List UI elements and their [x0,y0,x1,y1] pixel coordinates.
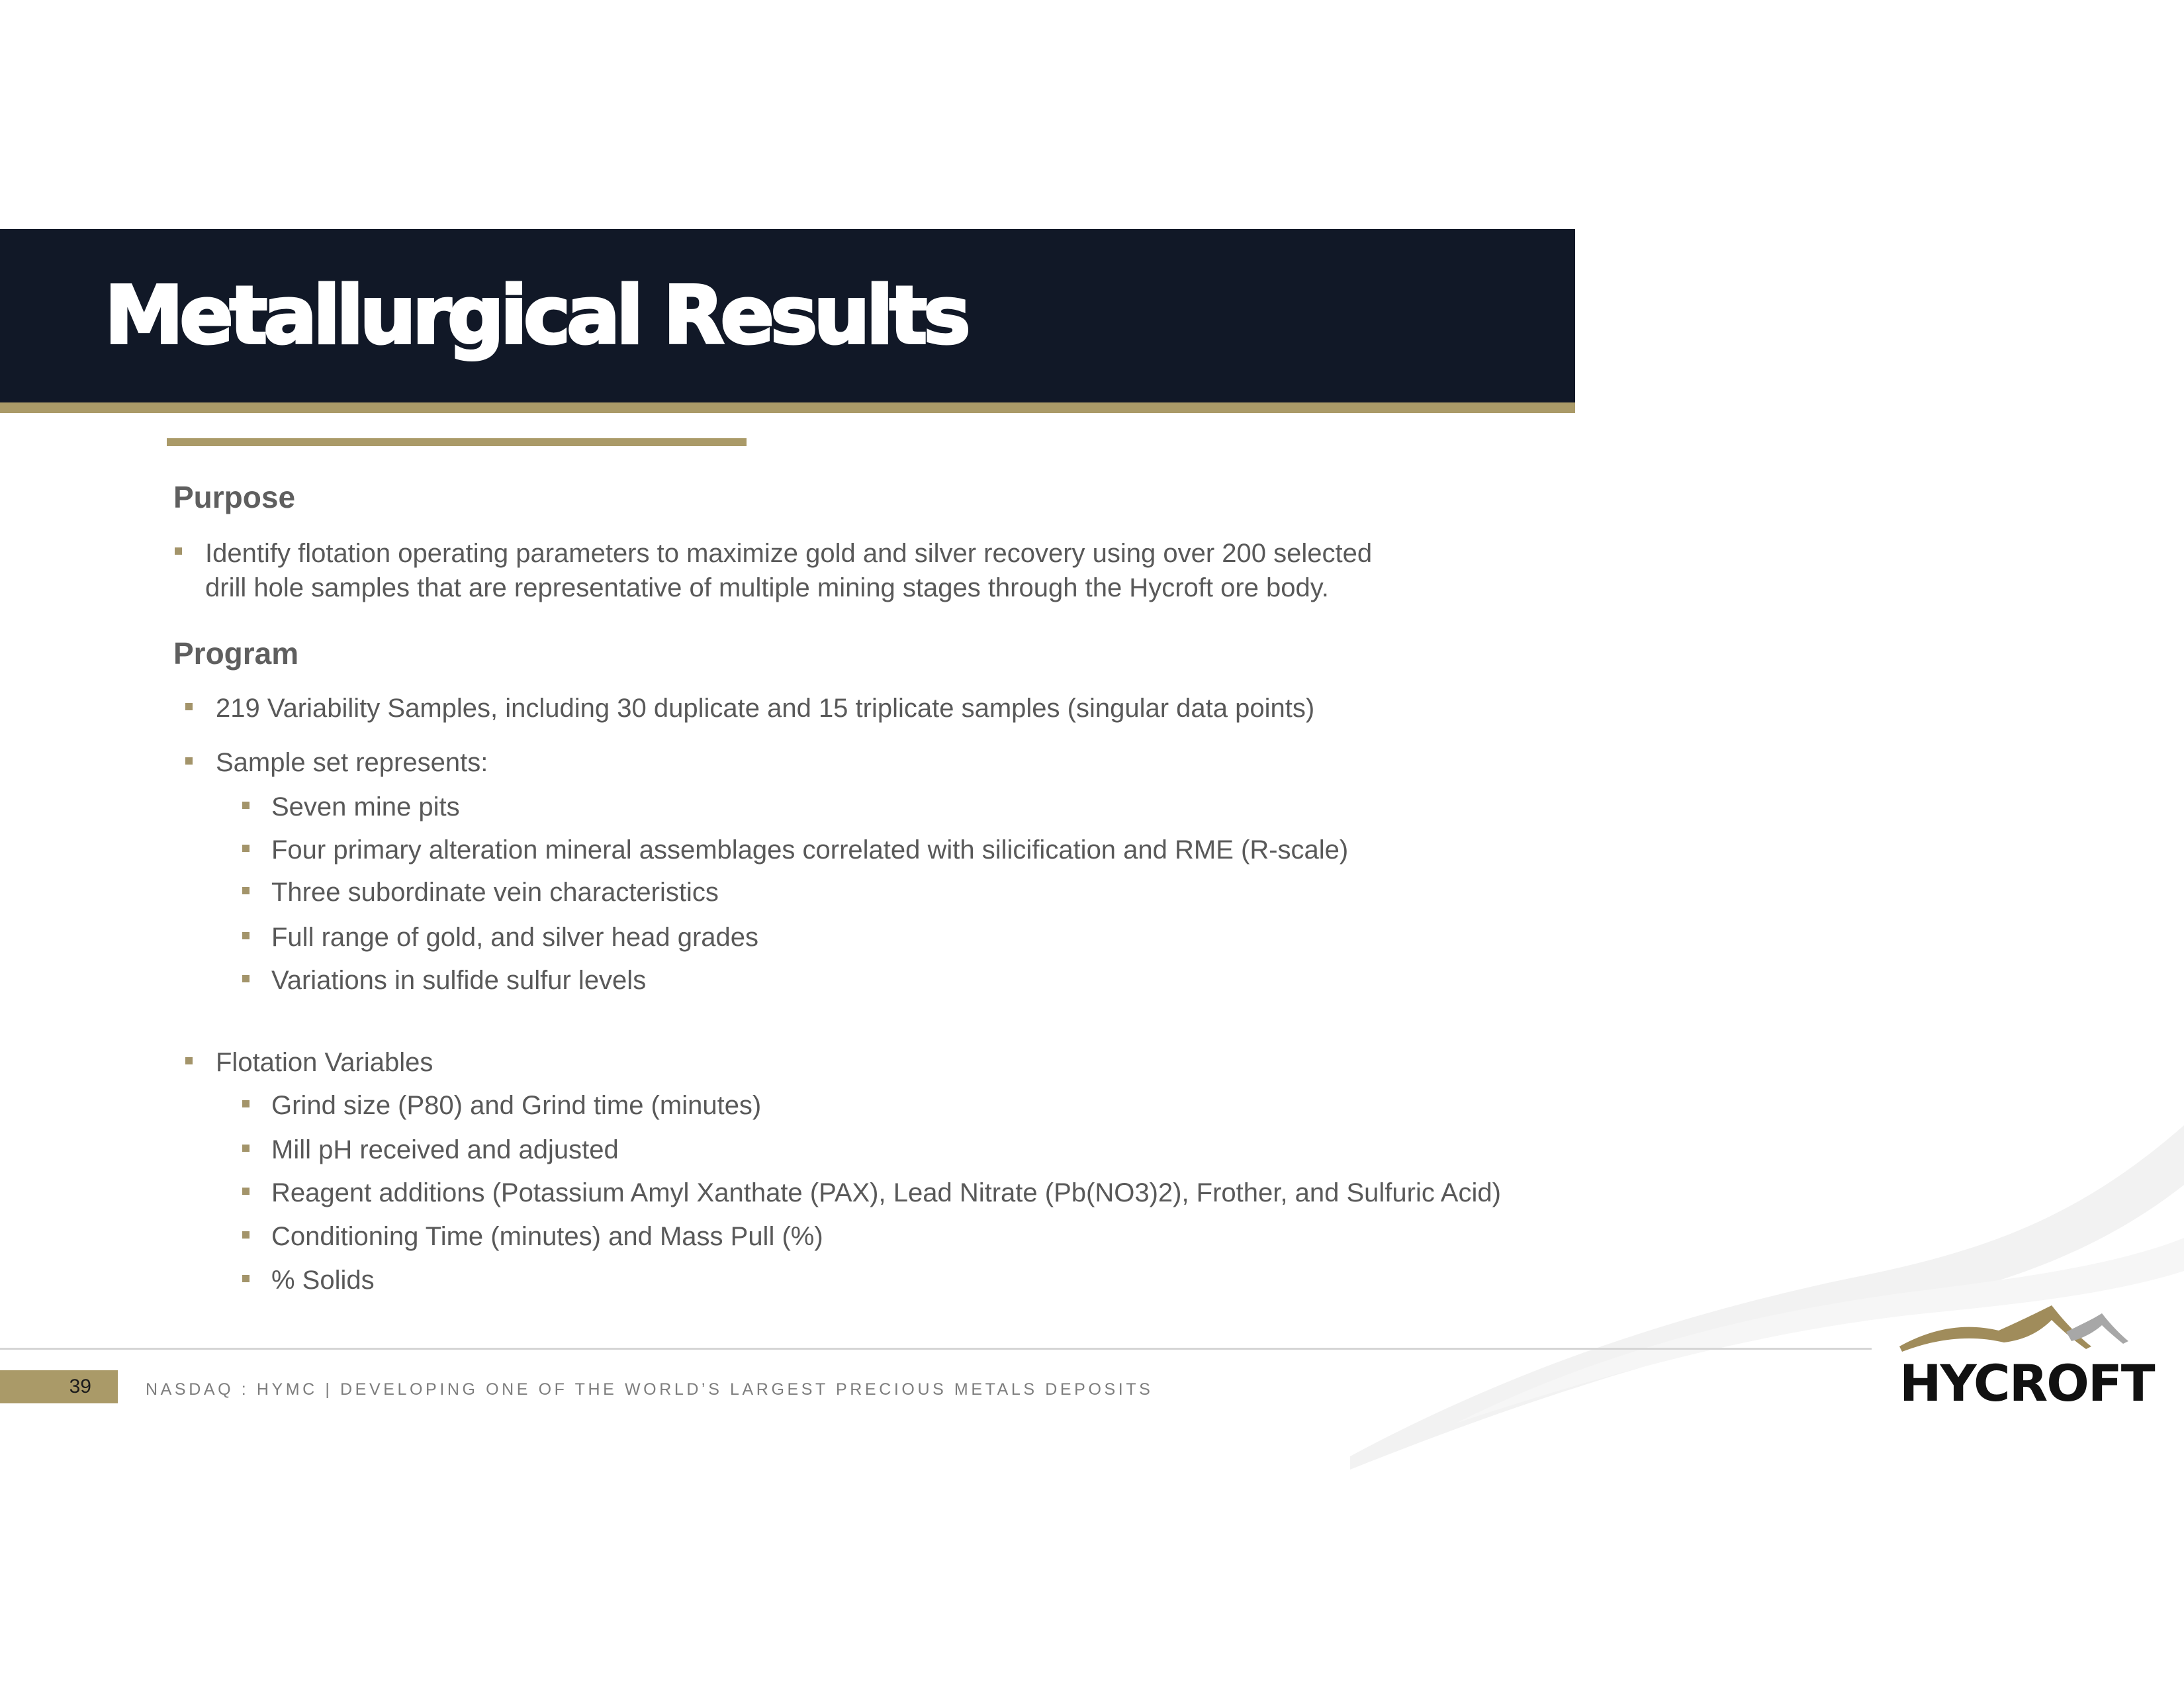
sub-list-item: Seven mine pits [271,792,460,821]
sub-bullet-square-icon [242,802,250,809]
sub-list-item: Four primary alteration mineral assemblages correlated with silicification and RME (R-scale) [271,835,1349,865]
purpose-bullet-line-1: Identify flotation operating parameters to maximize gold and silver recovery using over 200 selected [205,539,1373,568]
program-item-sample-set: Sample set represents: [216,748,488,777]
background-swoosh-graphic [1350,1112,2184,1470]
bullet-square-icon [185,703,193,710]
purpose-heading: Purpose [173,480,296,514]
page-number: 39 [69,1376,91,1397]
bullet-square-icon [175,547,182,555]
sub-bullet-square-icon [242,932,250,939]
sub-list-item: Conditioning Time (minutes) and Mass Pull (%) [271,1222,823,1251]
program-item-flotation-variables: Flotation Variables [216,1048,433,1077]
sub-bullet-square-icon [242,1100,250,1107]
sub-list-item: Three subordinate vein characteristics [271,878,719,907]
sub-bullet-square-icon [242,845,250,852]
sub-bullet-square-icon [242,887,250,894]
sub-list-item: % Solids [271,1266,375,1295]
sub-list-item: Variations in sulfide sulfur levels [271,966,647,995]
sub-bullet-square-icon [242,1231,250,1239]
purpose-bullet-line-2: drill hole samples that are representative of multiple mining stages through the Hycroft ore body. [205,573,1329,602]
footer-tagline: NASDAQ : HYMC | DEVELOPING ONE OF THE WORLD’S LARGEST PRECIOUS METALS DEPOSITS [146,1380,1154,1399]
program-heading: Program [173,636,299,671]
bullet-square-icon [185,757,193,765]
accent-bar [167,438,747,446]
sub-bullet-square-icon [242,1275,250,1282]
sub-list-item: Grind size (P80) and Grind time (minutes) [271,1091,762,1120]
sub-bullet-square-icon [242,975,250,982]
slide-title: Metallurgical Results [105,270,967,362]
page-number-badge [0,1370,118,1403]
sub-list-item: Full range of gold, and silver head grades [271,923,759,952]
sub-bullet-square-icon [242,1145,250,1152]
footer-divider [0,1348,1872,1350]
bullet-square-icon [185,1057,193,1064]
sub-bullet-square-icon [242,1188,250,1195]
title-banner-underline [0,402,1575,413]
logo-wordmark: HYCROFT [1899,1354,2154,1413]
program-item-samples: 219 Variability Samples, including 30 duplicate and 15 triplicate samples (singular data points) [216,694,1315,723]
sub-list-item: Reagent additions (Potassium Amyl Xanthate (PAX), Lead Nitrate (Pb(NO3)2), Frother, and Sulfuric Acid) [271,1178,1501,1207]
sub-list-item: Mill pH received and adjusted [271,1135,619,1164]
